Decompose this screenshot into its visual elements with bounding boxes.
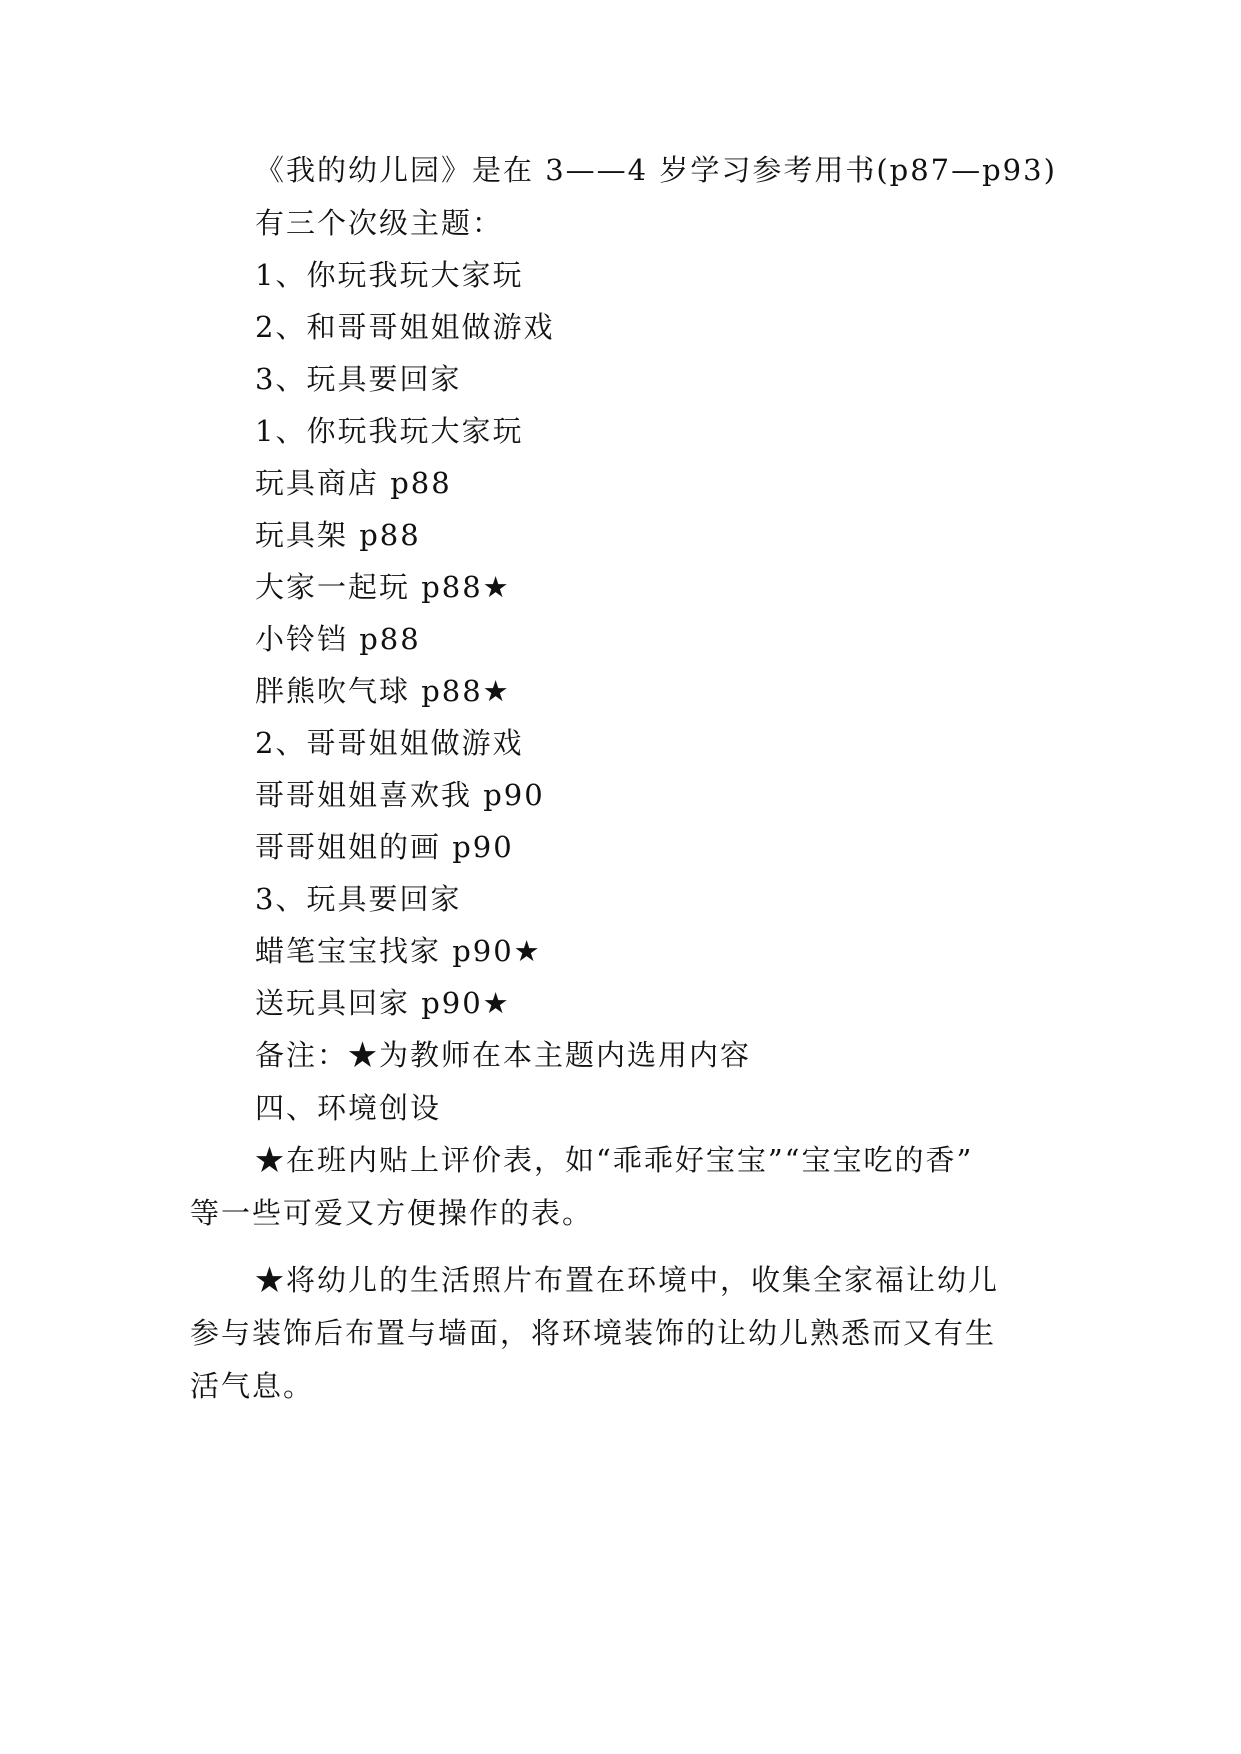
text-line-intro: 《我的幼儿园》是在 3——4 岁学习参考用书(p87—p93) (255, 153, 1057, 187)
text-line-item: 大家一起玩 p88★ (255, 570, 511, 604)
text-line-item: 玩具架 p88 (255, 518, 421, 552)
text-line-section-heading: 四、环境创设 (255, 1091, 442, 1125)
text-line-item: 玩具商店 p88 (255, 466, 452, 500)
text-line-item: 送玩具回家 p90★ (255, 986, 511, 1020)
text-line-paragraph: 活气息。 (190, 1369, 315, 1403)
text-line-paragraph: ★将幼儿的生活照片布置在环境中，收集全家福让幼儿 (255, 1263, 1000, 1297)
text-line-subtheme-3: 3、玩具要回家 (255, 362, 462, 396)
text-line-item: 哥哥姐姐的画 p90 (255, 830, 514, 864)
text-line-note: 备注：★为教师在本主题内选用内容 (255, 1038, 752, 1072)
text-line-section-3: 3、玩具要回家 (255, 882, 462, 916)
text-line-item: 胖熊吹气球 p88★ (255, 674, 511, 708)
text-line-item: 小铃铛 p88 (255, 622, 421, 656)
text-line-subtheme-2: 2、和哥哥姐姐做游戏 (255, 310, 555, 344)
text-line-subtheme-1: 1、你玩我玩大家玩 (255, 258, 524, 292)
text-line-item: 蜡笔宝宝找家 p90★ (255, 934, 542, 968)
text-line-section-2: 2、哥哥姐姐做游戏 (255, 726, 524, 760)
text-line-paragraph: 参与装饰后布置与墙面，将环境装饰的让幼儿熟悉而又有生 (190, 1316, 997, 1350)
text-line-item: 哥哥姐姐喜欢我 p90 (255, 778, 545, 812)
text-line-section-1: 1、你玩我玩大家玩 (255, 414, 524, 448)
text-line-subtheme-heading: 有三个次级主题： (255, 206, 504, 240)
text-line-paragraph: 等一些可爱又方便操作的表。 (190, 1196, 594, 1230)
text-line-paragraph: ★在班内贴上评价表，如“乖乖好宝宝”“宝宝吃的香” (255, 1143, 974, 1177)
